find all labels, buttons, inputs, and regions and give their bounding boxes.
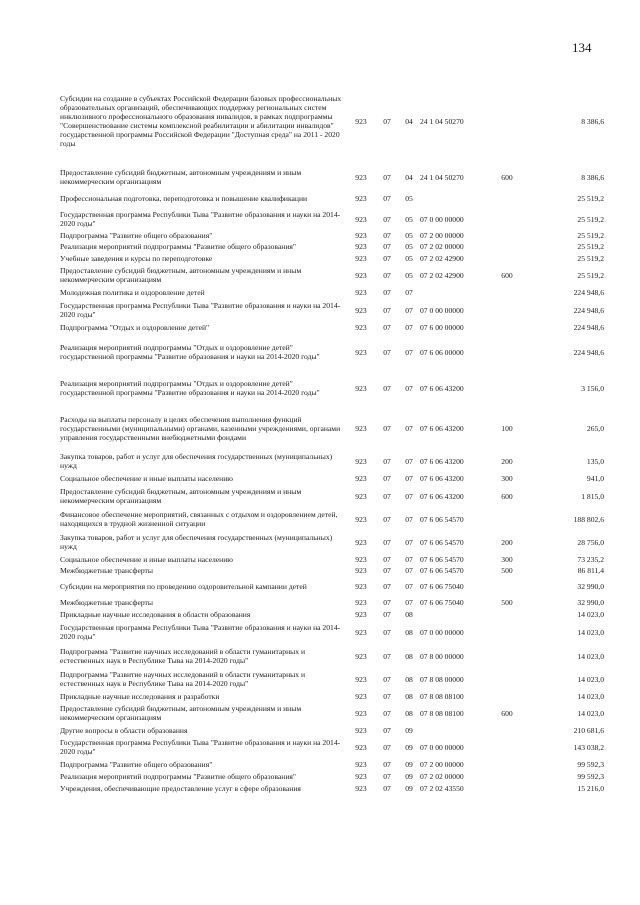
target-article-cell: 07 6 06 54570 — [420, 514, 464, 524]
expense-name-cell: Подпрограмма "Отдых и оздоровление детей" — [60, 323, 210, 332]
page-number: 134 — [572, 40, 592, 55]
expense-name-cell: Предоставление субсидий бюджетным, автономным учреждениям и иным некоммерческим организациям — [60, 266, 302, 284]
expense-name-cell: Социальное обеспечение и иные выплаты населению — [60, 554, 233, 564]
section-code-cell: 07 — [383, 674, 391, 684]
subsection-code-cell: 04 — [405, 116, 413, 126]
amount-cell: 14 023,0 — [577, 627, 604, 637]
subsection-code-cell: 08 — [405, 651, 413, 661]
table-row — [60, 241, 604, 252]
expense-name-cell: Реализация мероприятий подпрограммы "Развитие общего образования" — [60, 771, 297, 781]
expense-type-cell — [492, 608, 522, 620]
expense-type-cell — [492, 644, 522, 668]
amount-cell: 941,0 — [586, 474, 604, 483]
grbs-code-cell: 923 — [355, 627, 367, 637]
amount-cell: 99 592,3 — [577, 759, 604, 769]
subsection-code-cell: 07 — [405, 423, 413, 433]
expense-name-cell: Другие вопросы в области образования — [60, 725, 188, 735]
grbs-code-cell: 923 — [355, 609, 367, 619]
amount-cell: 32 990,0 — [577, 581, 604, 591]
subsection-code-cell: 07 — [405, 305, 413, 315]
table-row — [60, 770, 604, 782]
amount-cell: 224 948,6 — [573, 305, 604, 315]
target-article-cell: 07 6 06 54570 — [420, 554, 464, 564]
grbs-code-cell: 923 — [355, 347, 367, 357]
amount-cell: 25 519,2 — [577, 231, 604, 240]
expense-name-cell: Государственная программа Республики Тыва "Развитие образования и науки на 2014-2020 годы" — [60, 210, 341, 228]
expense-type-cell — [492, 758, 522, 770]
section-code-cell: 07 — [383, 456, 391, 466]
grbs-code-cell: 923 — [355, 771, 367, 781]
expense-type-cell — [492, 334, 522, 370]
table-row — [60, 370, 604, 406]
table-row — [60, 690, 604, 702]
target-article-cell: 07 2 02 00000 — [420, 771, 464, 781]
target-article-cell — [420, 724, 492, 736]
target-article-cell: 07 2 02 43550 — [420, 783, 464, 793]
subsection-code-cell: 09 — [405, 759, 413, 769]
target-article-cell: 07 6 06 43200 — [420, 423, 464, 433]
expense-type-cell — [492, 507, 522, 531]
expense-type-cell: 500 — [501, 566, 513, 575]
section-code-cell: 07 — [383, 214, 391, 224]
target-article-cell: 07 6 06 43200 — [420, 474, 464, 483]
table-row — [60, 264, 604, 286]
expense-type-cell: 300 — [501, 554, 513, 564]
grbs-code-cell: 923 — [355, 423, 367, 433]
expense-type-cell: 500 — [501, 597, 513, 607]
grbs-code-cell: 923 — [355, 474, 367, 483]
table-row — [60, 252, 604, 264]
expense-type-cell: 600 — [501, 172, 513, 182]
subsection-code-cell: 07 — [405, 288, 413, 297]
section-code-cell: 07 — [383, 193, 391, 203]
target-article-cell: 07 8 08 00000 — [420, 674, 464, 684]
expense-type-cell — [492, 76, 522, 166]
amount-cell: 86 811,4 — [577, 566, 604, 575]
target-article-cell: 07 6 06 43200 — [420, 383, 464, 393]
target-article-cell: 07 6 06 54570 — [420, 537, 464, 547]
table-row — [60, 507, 604, 531]
table-row — [60, 472, 604, 485]
expense-type-cell — [492, 230, 522, 241]
expense-name-cell: Профессиональная подготовка, переподготовка и повышение квалификации — [60, 193, 308, 203]
expense-name-cell: Финансовое обеспечение мероприятий, связанных с отдыхом и оздоровлением детей, находящихся в трудной жизненной ситуации — [60, 510, 338, 528]
subsection-code-cell: 07 — [405, 474, 413, 483]
amount-cell: 25 519,2 — [577, 214, 604, 224]
table-row — [60, 406, 604, 450]
amount-cell: 265,0 — [586, 423, 604, 433]
table-row — [60, 668, 604, 690]
expense-name-cell: Реализация мероприятий подпрограммы "Отдых и оздоровление детей" государственной программы "Развитие образования и науки на 2014-2020 годы" — [60, 343, 320, 361]
section-code-cell: 07 — [383, 627, 391, 637]
grbs-code-cell: 923 — [355, 491, 367, 501]
amount-cell: 14 023,0 — [577, 651, 604, 661]
grbs-code-cell: 923 — [355, 323, 367, 332]
subsection-code-cell: 07 — [405, 581, 413, 591]
grbs-code-cell: 923 — [355, 288, 367, 297]
amount-cell: 224 948,6 — [573, 347, 604, 357]
amount-cell: 8 386,6 — [581, 116, 604, 126]
expense-name-cell: Учреждения, обеспечивающие предоставление услуг в сфере образования — [60, 783, 301, 793]
amount-cell: 143 038,2 — [573, 742, 604, 752]
subsection-code-cell: 04 — [405, 172, 413, 182]
target-article-cell — [420, 188, 492, 208]
section-code-cell: 07 — [383, 288, 391, 297]
expense-type-cell — [492, 370, 522, 406]
expense-name-cell: Подпрограмма "Развитие научных исследований в области гуманитарных и естественных наук в Республике Тыва на 2014-2020 годы" — [60, 670, 306, 688]
target-article-cell: 07 8 00 00000 — [420, 651, 464, 661]
target-article-cell: 07 2 00 00000 — [420, 231, 464, 240]
expense-type-cell — [492, 321, 522, 334]
subsection-code-cell: 07 — [405, 323, 413, 332]
grbs-code-cell: 923 — [355, 566, 367, 575]
amount-cell: 188 802,6 — [573, 514, 604, 524]
amount-cell: 25 519,2 — [577, 253, 604, 263]
expense-name-cell: Субсидии на создание в субъектах Российской Федерации базовых профессиональных образовательных организаций, обеспечивающих поддержку региональных систем инклюзивного профессионального образования инвалидов, в рамках подпрограммы "Совершенствование системы комплексной реабилитации и абилитации инвалидов" государственной программы Российской Федерации "Доступная среда" на 2011 - 2020 годы — [60, 94, 342, 148]
expense-type-cell — [492, 782, 522, 794]
section-code-cell: 07 — [383, 172, 391, 182]
subsection-code-cell: 05 — [405, 214, 413, 224]
target-article-cell: 07 6 06 43200 — [420, 491, 464, 501]
subsection-code-cell: 07 — [405, 566, 413, 575]
table-row — [60, 208, 604, 230]
table-row — [60, 782, 604, 794]
expense-name-cell: Подпрограмма "Развитие научных исследований в области гуманитарных и естественных наук в Республике Тыва на 2014-2020 годы" — [60, 647, 306, 665]
table-row — [60, 724, 604, 736]
section-code-cell: 07 — [383, 491, 391, 501]
expense-type-cell: 600 — [501, 491, 513, 501]
table-row — [60, 450, 604, 472]
table-row — [60, 334, 604, 370]
grbs-code-cell: 923 — [355, 193, 367, 203]
section-code-cell: 07 — [383, 270, 391, 280]
amount-cell: 15 216,0 — [577, 783, 604, 793]
expense-type-cell — [492, 299, 522, 321]
table-row — [60, 576, 604, 596]
subsection-code-cell: 08 — [405, 627, 413, 637]
expense-type-cell: 200 — [501, 537, 513, 547]
expense-type-cell — [492, 620, 522, 644]
expense-name-cell: Реализация мероприятий подпрограммы "Отдых и оздоровление детей" государственной программы "Развитие образования и науки на 2014-2020 годы" — [60, 379, 320, 397]
grbs-code-cell: 923 — [355, 270, 367, 280]
expense-name-cell: Подпрограмма "Развитие общего образования" — [60, 759, 213, 769]
section-code-cell: 07 — [383, 691, 391, 701]
expense-type-cell — [492, 690, 522, 702]
subsection-code-cell: 07 — [405, 514, 413, 524]
subsection-code-cell: 08 — [405, 691, 413, 701]
target-article-cell: 07 6 00 00000 — [420, 323, 464, 332]
amount-cell: 1 815,0 — [581, 491, 604, 501]
amount-cell: 25 519,2 — [577, 242, 604, 251]
target-article-cell: 07 6 06 43200 — [420, 456, 464, 466]
table-row — [60, 608, 604, 620]
amount-cell: 8 386,6 — [581, 172, 604, 182]
section-code-cell: 07 — [383, 742, 391, 752]
grbs-code-cell: 923 — [355, 537, 367, 547]
section-code-cell: 07 — [383, 725, 391, 735]
grbs-code-cell: 923 — [355, 581, 367, 591]
section-code-cell: 07 — [383, 708, 391, 718]
section-code-cell: 07 — [383, 554, 391, 564]
amount-cell: 25 519,2 — [577, 193, 604, 203]
amount-cell: 28 756,0 — [577, 537, 604, 547]
subsection-code-cell: 05 — [405, 231, 413, 240]
target-article-cell: 07 0 00 00000 — [420, 305, 464, 315]
expense-name-cell: Молодежная политика и оздоровление детей — [60, 288, 205, 297]
table-row — [60, 286, 604, 299]
table-row — [60, 188, 604, 208]
target-article-cell: 07 6 06 75040 — [420, 597, 464, 607]
grbs-code-cell: 923 — [355, 691, 367, 701]
target-article-cell: 24 1 04 50270 — [420, 172, 464, 182]
table-row — [60, 758, 604, 770]
amount-cell: 32 990,0 — [577, 597, 604, 607]
target-article-cell: 07 0 00 00000 — [420, 214, 464, 224]
subsection-code-cell: 05 — [405, 253, 413, 263]
expense-name-cell: Прикладные научные исследования в области образования — [60, 609, 251, 619]
expense-type-cell — [492, 252, 522, 264]
expense-name-cell: Государственная программа Республики Тыва "Развитие образования и науки на 2014-2020 годы" — [60, 623, 341, 641]
amount-cell: 3 156,0 — [581, 383, 604, 393]
section-code-cell: 07 — [383, 566, 391, 575]
table-row — [60, 644, 604, 668]
target-article-cell: 07 2 02 00000 — [420, 242, 464, 251]
subsection-code-cell: 08 — [405, 674, 413, 684]
amount-cell: 14 023,0 — [577, 674, 604, 684]
expense-name-cell: Социальное обеспечение и иные выплаты населению — [60, 474, 233, 483]
grbs-code-cell: 923 — [355, 708, 367, 718]
expense-type-cell: 600 — [501, 270, 513, 280]
table-row — [60, 321, 604, 334]
budget-table-body — [60, 76, 604, 794]
expense-type-cell — [492, 188, 522, 208]
section-code-cell: 07 — [383, 347, 391, 357]
target-article-cell: 07 8 08 08100 — [420, 691, 464, 701]
grbs-code-cell: 923 — [355, 231, 367, 240]
expense-name-cell: Прикладные научные исследования и разработки — [60, 691, 220, 701]
target-article-cell: 07 2 02 42900 — [420, 270, 464, 280]
expense-name-cell: Учебные заведения и курсы по переподготовке — [60, 253, 213, 263]
target-article-cell: 07 2 02 42900 — [420, 253, 464, 263]
section-code-cell: 07 — [383, 783, 391, 793]
expense-type-cell — [492, 724, 522, 736]
table-row — [60, 620, 604, 644]
subsection-code-cell: 08 — [405, 708, 413, 718]
section-code-cell: 07 — [383, 597, 391, 607]
grbs-code-cell: 923 — [355, 597, 367, 607]
grbs-code-cell: 923 — [355, 214, 367, 224]
amount-cell: 14 023,0 — [577, 691, 604, 701]
amount-cell: 224 948,6 — [573, 288, 604, 297]
expense-name-cell: Государственная программа Республики Тыва "Развитие образования и науки на 2014-2020 годы" — [60, 738, 341, 756]
grbs-code-cell: 923 — [355, 456, 367, 466]
grbs-code-cell: 923 — [355, 383, 367, 393]
table-row — [60, 166, 604, 188]
section-code-cell: 07 — [383, 242, 391, 251]
grbs-code-cell: 923 — [355, 514, 367, 524]
subsection-code-cell: 05 — [405, 270, 413, 280]
target-article-cell: 07 6 06 54570 — [420, 566, 464, 575]
section-code-cell: 07 — [383, 305, 391, 315]
grbs-code-cell: 923 — [355, 116, 367, 126]
amount-cell: 25 519,2 — [577, 270, 604, 280]
table-row — [60, 531, 604, 553]
expense-name-cell: Закупка товаров, работ и услуг для обеспечения государственных (муниципальных) нужд — [60, 533, 333, 551]
subsection-code-cell: 07 — [405, 383, 413, 393]
table-row — [60, 565, 604, 576]
grbs-code-cell: 923 — [355, 305, 367, 315]
expense-type-cell: 300 — [501, 474, 513, 483]
budget-table — [60, 76, 604, 794]
amount-cell: 210 681,6 — [573, 725, 604, 735]
expense-name-cell: Предоставление субсидий бюджетным, автономным учреждениям и иным некоммерческим организациям — [60, 704, 302, 722]
section-code-cell: 07 — [383, 116, 391, 126]
grbs-code-cell: 923 — [355, 242, 367, 251]
grbs-code-cell: 923 — [355, 651, 367, 661]
subsection-code-cell: 05 — [405, 242, 413, 251]
table-row — [60, 485, 604, 507]
expense-name-cell: Государственная программа Республики Тыва "Развитие образования и науки на 2014-2020 годы" — [60, 301, 341, 319]
expense-type-cell — [492, 208, 522, 230]
expense-name-cell: Межбюджетные трансферты — [60, 566, 153, 575]
subsection-code-cell: 07 — [405, 537, 413, 547]
subsection-code-cell: 05 — [405, 193, 413, 203]
section-code-cell: 07 — [383, 581, 391, 591]
target-article-cell — [420, 608, 492, 620]
expense-name-cell: Предоставление субсидий бюджетным, автономным учреждениям и иным некоммерческим организациям — [60, 168, 302, 186]
table-row — [60, 736, 604, 758]
section-code-cell: 07 — [383, 231, 391, 240]
grbs-code-cell: 923 — [355, 742, 367, 752]
grbs-code-cell: 923 — [355, 253, 367, 263]
expense-type-cell — [492, 770, 522, 782]
expense-type-cell — [492, 241, 522, 252]
amount-cell: 99 592,3 — [577, 771, 604, 781]
table-row — [60, 553, 604, 565]
expense-name-cell: Предоставление субсидий бюджетным, автономным учреждениям и иным некоммерческим организациям — [60, 487, 302, 505]
grbs-code-cell: 923 — [355, 759, 367, 769]
amount-cell: 224 948,6 — [573, 323, 604, 332]
target-article-cell: 07 6 06 75040 — [420, 581, 464, 591]
subsection-code-cell: 09 — [405, 771, 413, 781]
target-article-cell: 07 0 00 00000 — [420, 742, 464, 752]
section-code-cell: 07 — [383, 537, 391, 547]
grbs-code-cell: 923 — [355, 554, 367, 564]
subsection-code-cell: 07 — [405, 491, 413, 501]
section-code-cell: 07 — [383, 423, 391, 433]
subsection-code-cell: 07 — [405, 597, 413, 607]
amount-cell: 135,0 — [586, 456, 604, 466]
expense-name-cell: Закупка товаров, работ и услуг для обеспечения государственных (муниципальных) нужд — [60, 452, 333, 470]
table-row — [60, 76, 604, 166]
table-row — [60, 230, 604, 241]
subsection-code-cell: 07 — [405, 554, 413, 564]
section-code-cell: 07 — [383, 609, 391, 619]
amount-cell: 14 023,0 — [577, 708, 604, 718]
expense-name-cell: Межбюджетные трансферты — [60, 597, 153, 607]
table-row — [60, 596, 604, 608]
expense-type-cell — [492, 668, 522, 690]
grbs-code-cell: 923 — [355, 725, 367, 735]
section-code-cell: 07 — [383, 514, 391, 524]
section-code-cell: 07 — [383, 771, 391, 781]
expense-name-cell: Субсидии на мероприятия по проведению оздоровительной кампании детей — [60, 581, 307, 591]
table-row — [60, 299, 604, 321]
expense-type-cell: 200 — [501, 456, 513, 466]
expense-name-cell: Расходы на выплаты персоналу в целях обеспечения выполнения функций государственными (муниципальными) органами, казенными учреждениями, органами управления государственными внебюджетными фондами — [60, 414, 341, 442]
subsection-code-cell: 09 — [405, 783, 413, 793]
section-code-cell: 07 — [383, 474, 391, 483]
section-code-cell: 07 — [383, 383, 391, 393]
subsection-code-cell: 09 — [405, 725, 413, 735]
section-code-cell: 07 — [383, 323, 391, 332]
section-code-cell: 07 — [383, 253, 391, 263]
grbs-code-cell: 923 — [355, 172, 367, 182]
target-article-cell: 07 6 06 00000 — [420, 347, 464, 357]
grbs-code-cell: 923 — [355, 783, 367, 793]
target-article-cell: 07 2 00 00000 — [420, 759, 464, 769]
expense-type-cell — [492, 736, 522, 758]
amount-cell: 14 023,0 — [577, 609, 604, 619]
expense-type-cell: 600 — [501, 708, 513, 718]
grbs-code-cell: 923 — [355, 674, 367, 684]
expense-name-cell: Подпрограмма "Развитие общего образования" — [60, 231, 213, 240]
subsection-code-cell: 09 — [405, 742, 413, 752]
expense-name-cell: Реализация мероприятий подпрограммы "Развитие общего образования" — [60, 242, 297, 251]
table-row — [60, 702, 604, 724]
expense-type-cell — [492, 576, 522, 596]
expense-type-cell — [492, 286, 522, 299]
target-article-cell: 24 1 04 50270 — [420, 116, 464, 126]
section-code-cell: 07 — [383, 759, 391, 769]
target-article-cell — [420, 286, 492, 299]
target-article-cell: 07 0 00 00000 — [420, 627, 464, 637]
amount-cell: 73 235,2 — [577, 554, 604, 564]
subsection-code-cell: 07 — [405, 456, 413, 466]
subsection-code-cell: 08 — [405, 609, 413, 619]
section-code-cell: 07 — [383, 651, 391, 661]
subsection-code-cell: 07 — [405, 347, 413, 357]
expense-type-cell: 100 — [501, 423, 513, 433]
target-article-cell: 07 8 08 08100 — [420, 708, 464, 718]
